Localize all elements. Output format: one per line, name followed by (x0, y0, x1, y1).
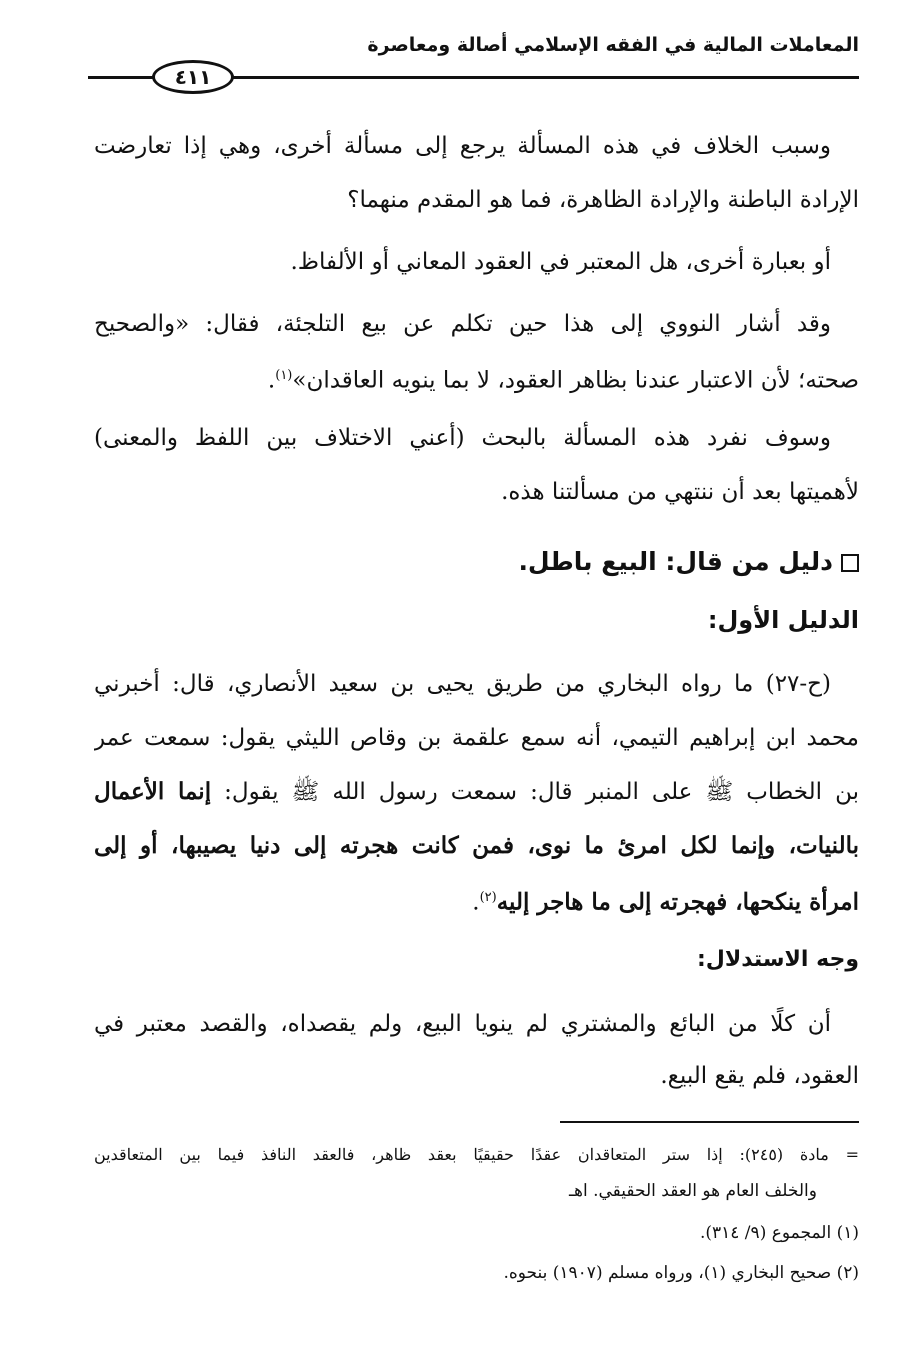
paragraph-line: أو بعبارة أخرى، هل المعتبر في العقود المعاني أو الألفاظ. (290, 249, 831, 275)
footnote-ref: (١) (275, 368, 293, 383)
quote-text: صحته؛ لأن الاعتبار عندنا بظاهر العقود، لا بما ينويه العاقدان» (292, 367, 859, 394)
footnote-line: = مادة (٢٤٥): إذا ستر المتعاقدان عقدًا حقيقيًا بعقد ظاهر، فالعقد النافذ فيما بين المتعاقدين (94, 1145, 860, 1164)
paragraph-line: وسبب الخلاف في هذه المسألة يرجع إلى مسألة أخرى، وهي إذا تعارضت (94, 133, 831, 159)
footnote-ref: (٢) (479, 890, 497, 905)
paragraph-line (94, 772, 859, 812)
punctuation: . (267, 367, 276, 394)
footnote-2: (٢) صحيح البخاري (١)، ورواه مسلم (١٩٠٧) بنحوه. (503, 1263, 859, 1283)
paragraph-line: وسوف نفرد هذه المسألة بالبحث (أعني الاختلاف بين اللفظ والمعنى) (94, 425, 831, 451)
hadith-text: امرأة ينكحها، فهجرته إلى ما هاجر إليه (496, 888, 859, 916)
footnote-line: والخلف العام هو العقد الحقيقي. اهـ (569, 1181, 817, 1201)
section-heading-text: دليل من قال: البيع باطل. (518, 547, 833, 576)
paragraph-line: العقود، فلم يقع البيع. (660, 1063, 859, 1089)
hadith-text: إنما الأعمال (94, 778, 212, 805)
header-rule (232, 76, 859, 79)
paragraph-line: (ح-٢٧) ما رواه البخاري من طريق يحيى بن سعيد الأنصاري، قال: أخبرني (94, 671, 831, 697)
hadith-line (94, 878, 859, 918)
hadith-line: بالنيات، وإنما لكل امرئ ما نوى، فمن كانت هجرته إلى دنيا يصيبها، أو إلى (94, 832, 859, 859)
footnote-separator (560, 1121, 859, 1123)
paragraph-line: لأهميتها بعد أن ننتهي من مسألتنا هذه. (501, 479, 859, 505)
paragraph-line: الإرادة الباطنة والإرادة الظاهرة، فما هو المقدم منهما؟ (347, 187, 859, 213)
page-number: ٤١١ (152, 60, 234, 94)
header-rule-short (88, 76, 154, 79)
subheading: وجه الاستدلال: (696, 947, 859, 972)
paragraph-line: أن كلًا من البائع والمشتري لم ينويا البيع، ولم يقصداه، والقصد معتبر في (94, 1011, 831, 1037)
paragraph-line: وقد أشار النووي إلى هذا حين تكلم عن بيع التلجئة، فقال: «والصحيح (94, 311, 831, 337)
section-heading (518, 542, 859, 582)
square-bullet-icon (841, 554, 859, 572)
narration-text: بن الخطاب ﷺ على المنبر قال: سمعت رسول الله ﷺ يقول: (224, 779, 859, 805)
paragraph-line (94, 356, 859, 396)
subheading: الدليل الأول: (707, 606, 859, 634)
paragraph-line: محمد ابن إبراهيم التيمي، أنه سمع علقمة بن وقاص الليثي يقول: سمعت عمر (94, 725, 859, 751)
footnote-1: (١) المجموع (٩/ ٣١٤). (699, 1223, 859, 1243)
book-title: المعاملات المالية في الفقه الإسلامي أصالة ومعاصرة (367, 34, 859, 56)
punctuation: . (472, 889, 480, 916)
